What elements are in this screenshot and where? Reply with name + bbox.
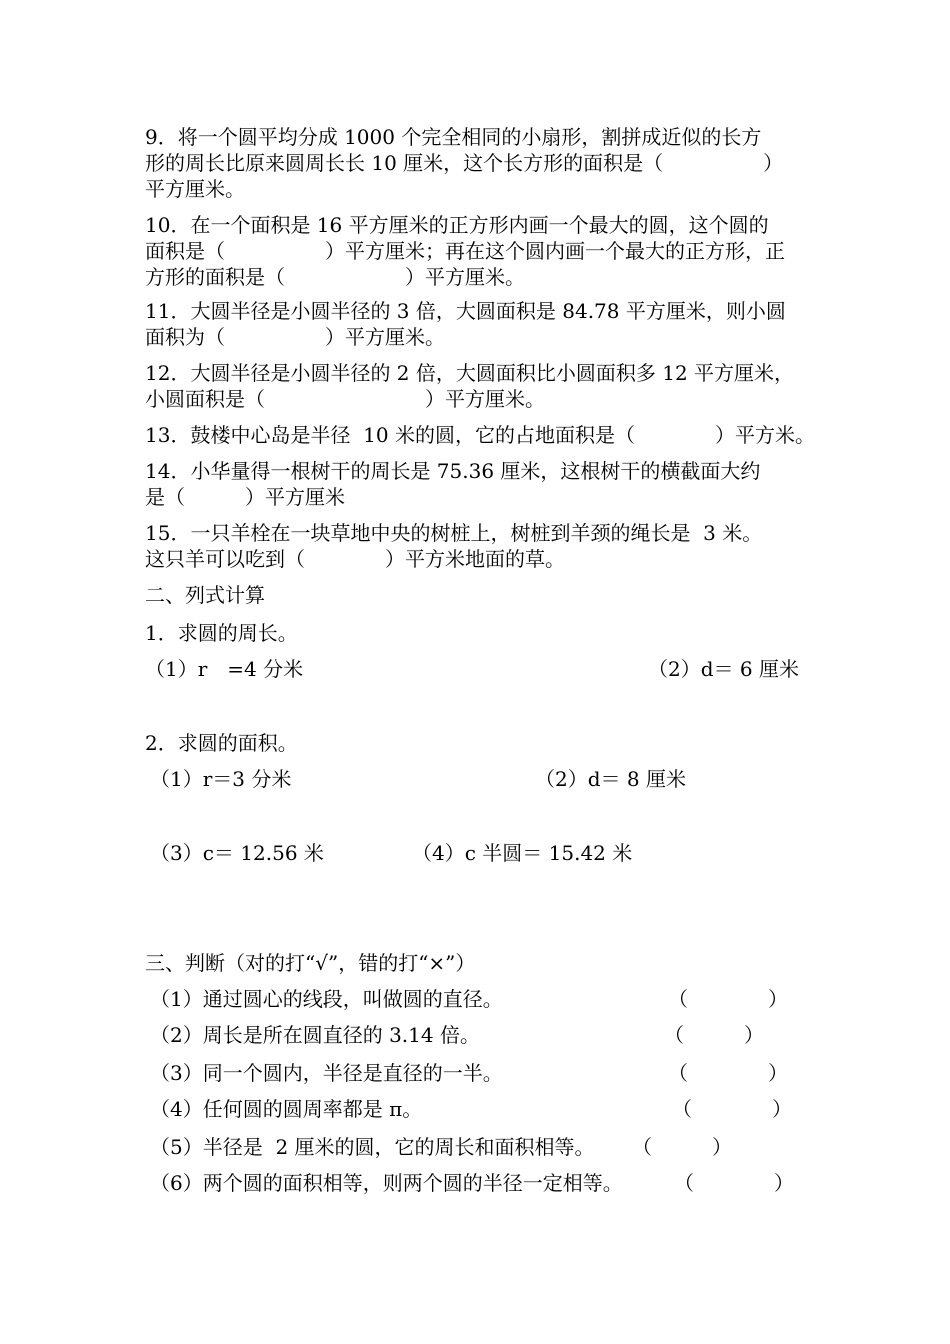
question-line: 9．将一个圆平均分成 1000 个完全相同的小扇形，割拼成近似的长方	[145, 125, 762, 149]
calc-item: （2）d＝ 8 厘米	[535, 767, 686, 791]
judgement-text: （6）两个圆的面积相等，则两个圆的半径一定相等。	[150, 1171, 623, 1195]
question-line: 面积为（ ）平方厘米。	[145, 325, 445, 349]
judgement-text: （3）同一个圆内，半径是直径的一半。	[150, 1061, 503, 1085]
subquestion-title: 1．求圆的周长。	[145, 621, 298, 645]
answer-blank[interactable]: （ ）	[664, 1023, 764, 1047]
calc-item: （1）r＝3 分米	[150, 767, 292, 791]
answer-blank[interactable]: （ ）	[672, 1097, 792, 1121]
answer-blank[interactable]: （ ）	[668, 987, 788, 1011]
question-line: 是（ ）平方厘米	[145, 485, 345, 509]
question-line: 这只羊可以吃到（ ）平方米地面的草。	[145, 547, 565, 571]
answer-blank[interactable]: （ ）	[632, 1135, 732, 1159]
judgement-text: （2）周长是所在圆直径的 3.14 倍。	[150, 1023, 480, 1047]
question-line: 方形的面积是（ ）平方厘米。	[145, 265, 525, 289]
question-line: 11．大圆半径是小圆半径的 3 倍，大圆面积是 84.78 平方厘米，则小圆	[145, 299, 786, 323]
section-heading: 二、列式计算	[145, 583, 265, 607]
judgement-text: （4）任何圆的圆周率都是 π。	[150, 1097, 423, 1121]
question-line: 面积是（ ）平方厘米；再在这个圆内画一个最大的正方形，正	[145, 239, 785, 263]
judgement-text: （1）通过圆心的线段，叫做圆的直径。	[150, 987, 503, 1011]
judgement-text: （5）半径是 2 厘米的圆，它的周长和面积相等。	[150, 1135, 595, 1159]
calc-item: （1）r =4 分米	[145, 657, 304, 681]
answer-blank[interactable]: （ ）	[668, 1061, 788, 1085]
question-line: 10．在一个面积是 16 平方厘米的正方形内画一个最大的圆，这个圆的	[145, 213, 769, 237]
question-line: 15．一只羊栓在一块草地中央的树桩上，树桩到羊颈的绳长是 3 米。	[145, 521, 763, 545]
calc-item: （4）c 半圆＝ 15.42 米	[412, 841, 633, 865]
question-line: 13．鼓楼中心岛是半径 10 米的圆，它的占地面积是（ ）平方米。	[145, 423, 815, 447]
calc-item: （3）c＝ 12.56 米	[150, 841, 324, 865]
answer-blank[interactable]: （ ）	[674, 1171, 794, 1195]
question-line: 平方厘米。	[145, 177, 245, 201]
question-line: 14．小华量得一根树干的周长是 75.36 厘米，这根树干的横截面大约	[145, 459, 761, 483]
calc-item: （2）d＝ 6 厘米	[648, 657, 799, 681]
subquestion-title: 2．求圆的面积。	[145, 731, 298, 755]
question-line: 形的周长比原来圆周长长 10 厘米，这个长方形的面积是（ ）	[145, 151, 784, 175]
section-heading: 三、判断（对的打“√”，错的打“×”）	[145, 951, 476, 975]
question-line: 12．大圆半径是小圆半径的 2 倍，大圆面积比小圆面积多 12 平方厘米，	[145, 361, 795, 385]
question-line: 小圆面积是（ ）平方厘米。	[145, 387, 545, 411]
